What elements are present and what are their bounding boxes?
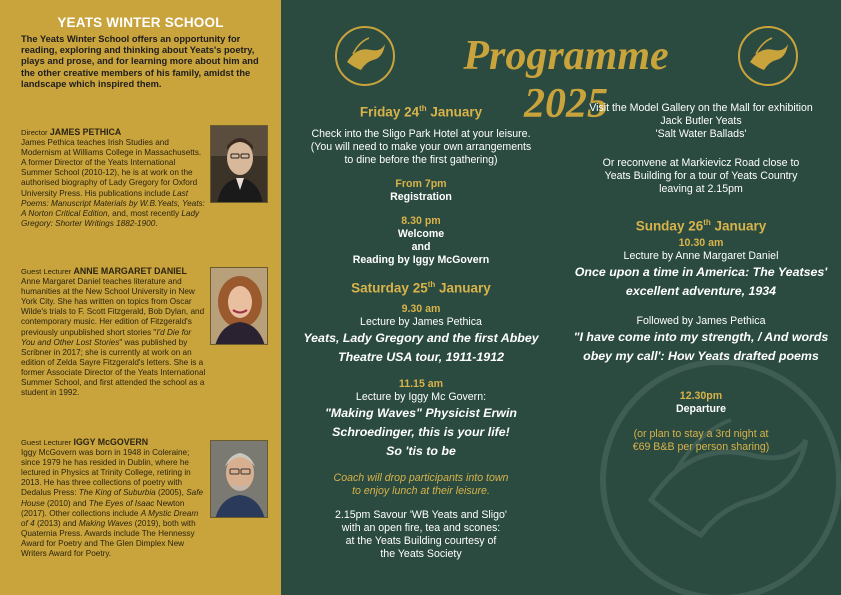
bio-role: Guest Lecturer (21, 267, 72, 276)
saturday-lecture-2 (291, 378, 551, 461)
event-text: Yeats Building for a tour of Yeats Country (604, 170, 798, 182)
event-text: Lecture by Anne Margaret Daniel (623, 249, 779, 262)
event-time: 11.15 am (398, 378, 444, 390)
lecture-title: excellent adventure, 1934 (625, 283, 777, 298)
event-text: (You will need to make your own arrangements (310, 140, 532, 153)
bio-italic: Last Poems: Manuscript Materials by W.B.Yeats, Yeats: A Norton Critical Edition, (21, 188, 205, 218)
bio-anne-margaret-daniel (21, 266, 207, 398)
lecture-title: Schroedinger, this is your life! (332, 425, 510, 439)
event-text: Lecture by Iggy Mc Govern: (355, 391, 487, 403)
day-sup: th (427, 279, 436, 289)
friday-checkin (291, 128, 551, 167)
lecture-title: Yeats, Lady Gregory and the first Abbey (303, 331, 539, 345)
bio-text: Newton (2017). Other collections include (21, 498, 185, 518)
saturday-lecture-1 (291, 303, 551, 367)
school-title: YEATS WINTER SCHOOL (57, 15, 224, 30)
saturday-coach-note (291, 472, 551, 498)
bio-text: (2010) and (44, 498, 89, 508)
bio-text: (2005), (155, 488, 187, 498)
sunday-lecture-1 (571, 237, 831, 301)
event-text: Departure (675, 402, 727, 415)
day-text: Sunday 26 (635, 218, 704, 234)
lecture-title: So 'tis to be (386, 444, 456, 458)
sunday-lecture-2 (571, 315, 831, 366)
school-intro: The Yeats Winter School offers an opportunity for reading, exploring and thinking about Yeats's poetry, plays and prose, and for learning more about him and the other creative members of his family, amidst the landscape which inspired them. (21, 34, 259, 89)
day-heading-saturday (291, 278, 551, 295)
programme-column-right (571, 102, 831, 465)
event-time: 9.30 am (401, 303, 441, 315)
event-text: Visit the Model Gallery on the Mall for exhibition (589, 102, 813, 114)
event-text: (or plan to stay a 3rd night at (633, 427, 769, 440)
bio-name: JAMES PETHICA (49, 127, 122, 137)
bio-italic: The King of Suburbia (78, 488, 156, 498)
event-text: Or reconvene at Markievicz Road close to (602, 157, 800, 169)
lecture-title: "Making Waves" Physicist Erwin (325, 406, 517, 420)
bio-italic: Making Waves (78, 518, 133, 528)
bio-text: . (155, 218, 158, 228)
event-text: €69 B&B per person sharing) (632, 440, 770, 453)
bio-name: ANNE MARGARET DANIEL (73, 266, 187, 276)
bio-text: and, most recently (109, 208, 182, 218)
day-sup: th (703, 218, 711, 227)
emblem-right-icon (736, 24, 800, 88)
bio-text: James Pethica teaches Irish Studies and Modernism at Williams College in Massachusetts. A former Director of the Yeats International Summer School (2010-12), he is at work on the authorised biography of Lady Gregory for Oxford University Press. His publications include (21, 138, 202, 198)
bio-iggy-mcgovern (21, 437, 207, 559)
lecture-title: Theatre USA tour, 1911-1912 (338, 350, 504, 364)
bio-name: IGGY McGOVERN (73, 437, 149, 447)
bio-text: (2013) and (34, 518, 79, 528)
lecture-title: "I have come into my strength, / And words (573, 329, 829, 344)
bio-italic: Safe House (21, 488, 204, 508)
event-text: to enjoy lunch at their leisure. (352, 485, 490, 497)
day-text: January (426, 104, 483, 120)
lecture-title: Once upon a time in America: The Yeatses' (574, 264, 828, 279)
event-text: to dine before the first gathering) (344, 153, 498, 166)
event-text: 'Salt Water Ballads' (655, 128, 747, 140)
bio-italic: The Eyes of Isaac (88, 498, 155, 508)
event-text: 2.15pm Savour 'WB Yeats and Sligo' (335, 509, 507, 521)
day-text: January (710, 218, 767, 234)
bio-role: Guest Lecturer (21, 438, 72, 447)
bio-james-pethica (21, 127, 207, 229)
day-text: Friday 24 (359, 104, 420, 120)
event-text: Reading by Iggy McGovern (352, 253, 490, 266)
event-text: Welcome (397, 227, 445, 240)
friday-welcome (291, 215, 551, 267)
event-time: 12.30pm (679, 389, 723, 402)
programme-title: Programme 2025 (463, 33, 669, 127)
saturday-tour (571, 157, 831, 196)
day-sup: th (419, 104, 427, 113)
event-text: with an open fire, tea and scones: (341, 522, 501, 534)
event-text: Coach will drop participants into town (333, 472, 509, 484)
left-panel (0, 0, 281, 595)
day-heading-friday (291, 102, 551, 119)
event-text: leaving at 2.15pm (659, 183, 743, 195)
portrait-iggy-mcgovern (210, 440, 268, 518)
day-heading-sunday (571, 216, 831, 233)
bio-italic: Lady Gregory: Shorter Writings 1882-1900 (21, 208, 200, 228)
day-text: January (435, 280, 491, 295)
friday-registration (291, 178, 551, 204)
event-text: Check into the Sligo Park Hotel at your leisure. (311, 127, 531, 140)
bio-text: Iggy McGovern was born in 1948 in Coleraine; since 1979 he has resided in Dublin, where he lectured in Physics at Trinity College, retiring in 2013. He has three collections of poetry with Dedalus Press: (21, 448, 191, 498)
portrait-anne-margaret-daniel (210, 267, 268, 345)
event-text: and (411, 240, 431, 253)
sunday-extra-night (571, 428, 831, 454)
sunday-departure (571, 390, 831, 416)
programme-panel (281, 0, 841, 595)
portrait-james-pethica (210, 125, 268, 203)
bio-text: " was published by Scribner in 2017; she is currently at work on an edition of Zelda Sayre Fitzgerald's letters. She is a former Associate Director of the Yeats International Summer School, and first attended the school as a student in 1992. (21, 337, 206, 398)
saturday-gallery (571, 102, 831, 141)
event-time: 8.30 pm (401, 214, 441, 227)
event-text: Followed by James Pethica (636, 314, 766, 327)
event-time: 10.30 am (678, 236, 724, 249)
bio-role: Director (21, 128, 48, 137)
event-text: at the Yeats Building courtesy of (345, 535, 497, 547)
bio-text: (2019), both with Quaternia Press. Awards include The Hennessy Award for Poetry and The Glen Dimplex New Writers Award for Poetry. (21, 518, 196, 559)
programme-column-left (291, 102, 551, 572)
bio-italic: I'd Die for You and Other Lost Stories (21, 327, 192, 347)
bio-italic: A Mystic Dream of 4 (21, 508, 199, 528)
saturday-savour (291, 509, 551, 561)
event-time: From 7pm (395, 177, 447, 190)
event-text: the Yeats Society (380, 548, 462, 560)
emblem-left-icon (333, 24, 397, 88)
event-text: Jack Butler Yeats (660, 115, 742, 127)
event-text: Registration (390, 190, 452, 203)
lecture-title: obey my call': How Yeats drafted poems (583, 348, 819, 363)
day-text: Saturday 25 (351, 280, 428, 295)
bio-text: Anne Margaret Daniel teaches literature and humanities at the New School University in New York City. She has written on topics from Oscar Wilde's trials to F. Scott Fitzgerald, Bob Dylan, and contemporary music. Her edition of Fitzgerald's previously unpublished short stories " (21, 277, 205, 337)
event-text: Lecture by James Pethica (360, 316, 482, 328)
